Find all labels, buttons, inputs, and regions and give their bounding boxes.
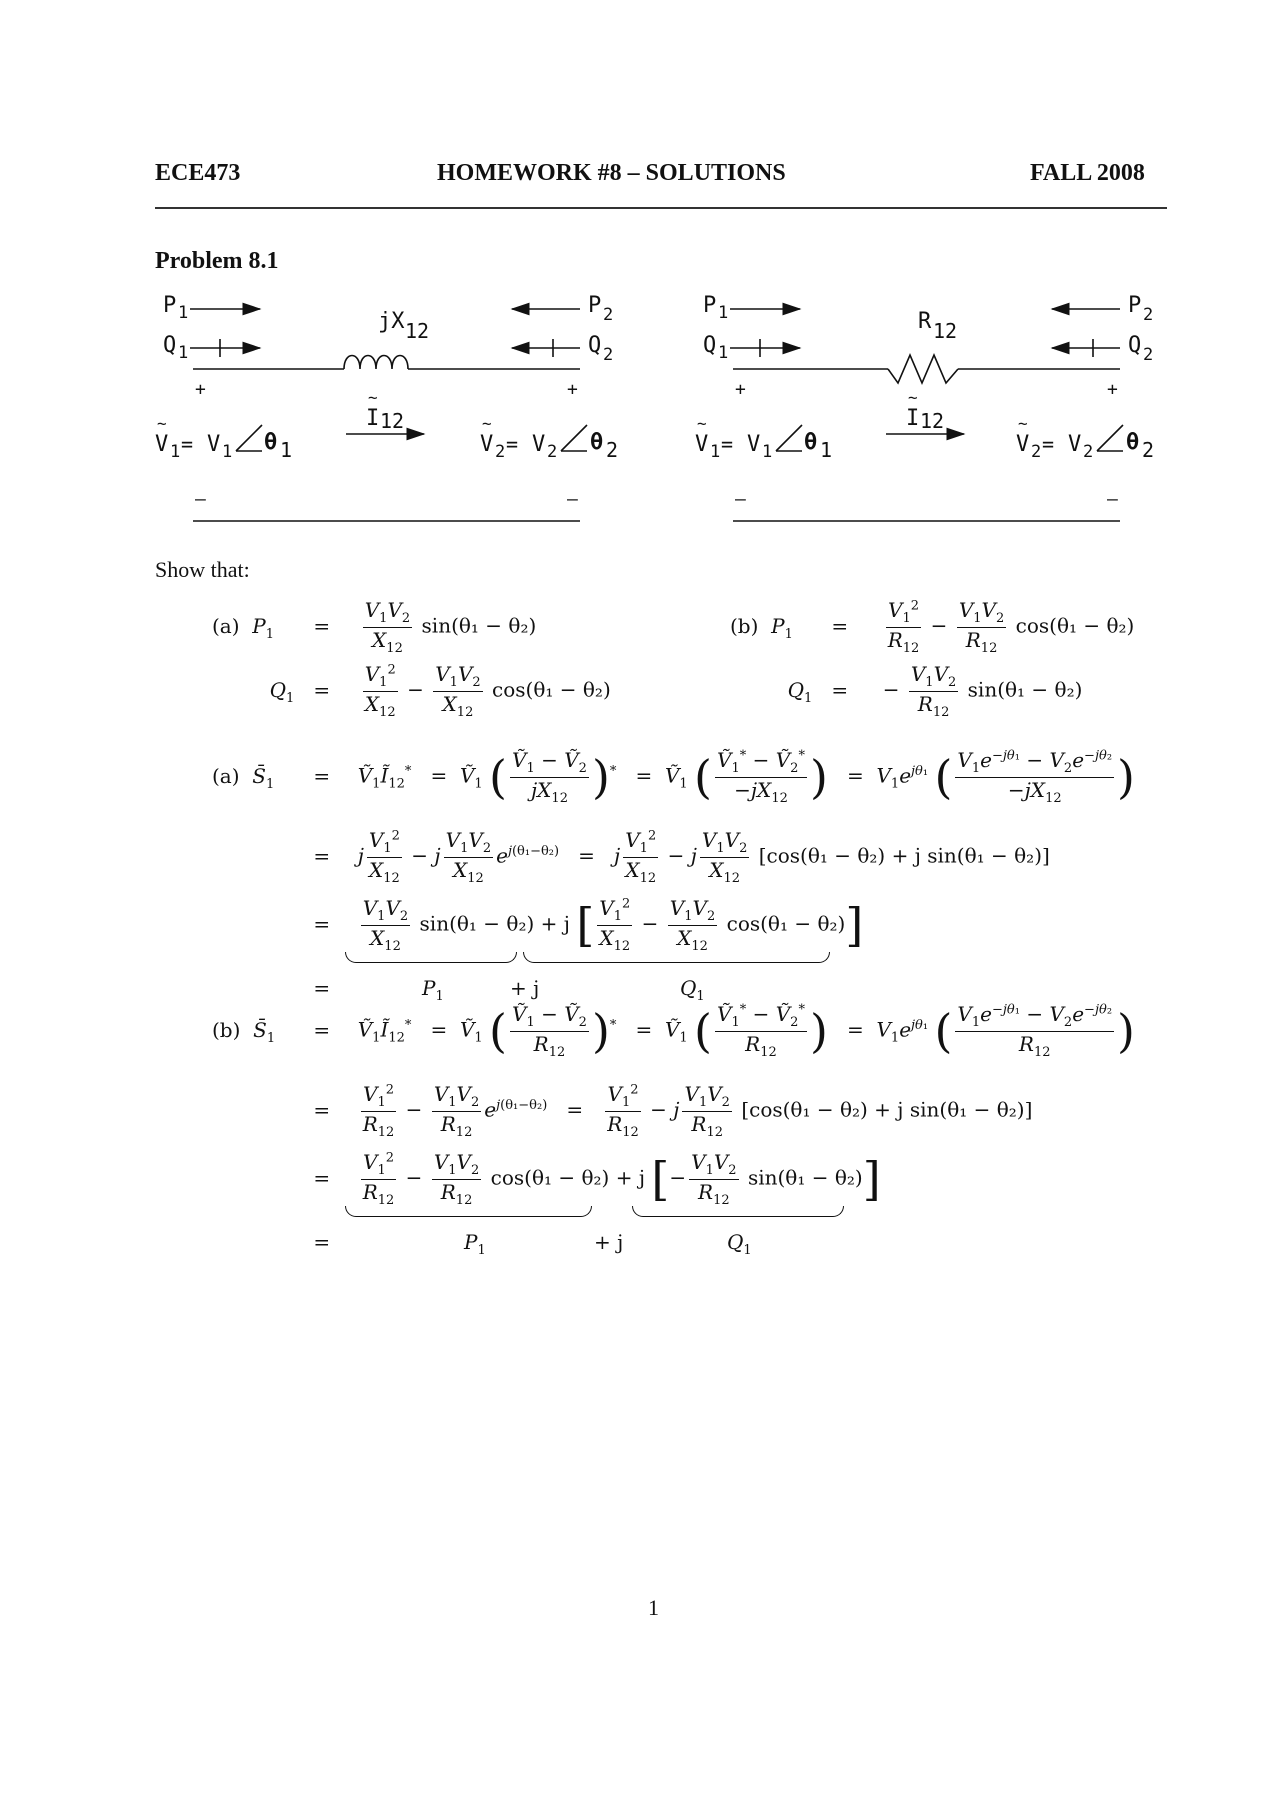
svg-text:I: I (906, 406, 920, 431)
svg-text:12: 12 (920, 409, 945, 433)
document-title: HOMEWORK #8 – SOLUTIONS (437, 160, 786, 186)
page-number: 1 (648, 1595, 659, 1620)
deriv-b-line2: = $\frac{V_1^2}{R_{12}}$ − $\frac{V_1V_2}{R_{12}}$ $e^{j(\theta_1-\theta_2)}$ = $\frac{V_1^2}{R_{12}}$ − j $\frac{V_1V_2}{R_{12}}$ [cos(θ₁ − θ₂) + j sin(θ₁ − θ₂)] (313, 1082, 1033, 1140)
svg-text:2: 2 (1083, 442, 1094, 462)
deriv-b-q1: Q (727, 1230, 744, 1254)
svg-text:2: 2 (606, 438, 619, 462)
svg-text:12: 12 (405, 319, 430, 343)
svg-text:1: 1 (178, 303, 189, 323)
deriv-a-line2: = j $\frac{V_1^2}{X_{12}}$ − j $\frac{V_1V_2}{X_{12}}$ $e^{j(\theta_1-\theta_2)} = j$ $\frac{V_1^2}{X_{12}}$ − j $\frac{V_1V_2}{X_{12}}$ [cos(θ₁ − θ₂) + j sin(θ₁ − θ₂)] (313, 828, 1050, 886)
svg-text:1: 1 (762, 442, 773, 462)
course-code: ECE473 (155, 160, 241, 186)
svg-text:I: I (366, 406, 380, 431)
svg-text:2: 2 (1142, 438, 1155, 462)
deriv-a-sin: sin(θ₁ − θ₂) (419, 911, 535, 936)
show-a-q1: $Q_1$ = $\frac{V_1^2}{X_{12}}$ − $\frac{V_1V_2}{X_{12}}$ cos(θ₁ − θ₂) (269, 662, 611, 720)
svg-text:+: + (735, 379, 746, 400)
svg-text:θ: θ (1126, 430, 1140, 455)
show-b-p1-rhs: cos(θ₁ − θ₂) (1015, 613, 1135, 638)
deriv-a-p1: P (422, 976, 436, 1000)
svg-text:P: P (1128, 293, 1142, 318)
svg-text:~: ~ (368, 388, 378, 407)
deriv-a-cos: cos(θ₁ − θ₂) (726, 911, 846, 936)
svg-text:V: V (1016, 432, 1030, 457)
deriv-b-line4-plus-j: + j (594, 1230, 624, 1254)
show-a-p1: (a) $P_1$ = $\frac{V_1V_2}{X_{12}}$ sin(θ₁ − θ₂) (212, 598, 537, 656)
svg-text:Q: Q (1128, 333, 1142, 358)
svg-text:P: P (163, 293, 177, 318)
svg-text:2: 2 (603, 305, 614, 325)
svg-text:–: – (1107, 489, 1118, 510)
svg-text:=: = (721, 432, 734, 456)
svg-text:~: ~ (482, 414, 492, 433)
circuit-diagrams (0, 285, 1280, 535)
svg-text:12: 12 (380, 409, 405, 433)
problem-title: Problem 8.1 (155, 248, 279, 274)
left-circuit (155, 293, 618, 521)
svg-text:V: V (155, 432, 169, 457)
svg-text:θ: θ (804, 430, 818, 455)
deriv-b-p1: P (464, 1230, 478, 1254)
header-rule (155, 207, 1167, 209)
deriv-a-expand: [cos(θ₁ − θ₂) + j sin(θ₁ − θ₂)] (758, 843, 1050, 868)
svg-text:1: 1 (170, 442, 181, 462)
svg-text:Q: Q (163, 333, 177, 358)
svg-text:1: 1 (222, 442, 233, 462)
svg-text:+: + (1107, 379, 1118, 400)
deriv-b-sin: sin(θ₁ − θ₂) (747, 1165, 863, 1190)
svg-text:~: ~ (697, 414, 707, 433)
show-b-q1-rhs: sin(θ₁ − θ₂) (967, 677, 1083, 702)
deriv-b-plus-j: + j (615, 1165, 646, 1190)
svg-text:R: R (918, 309, 932, 334)
show-b-q1: $Q_1$ = − $\frac{V_1V_2}{R_{12}}$ sin(θ₁ − θ₂) (787, 662, 1083, 720)
svg-text:+: + (195, 379, 206, 400)
deriv-b-line4: = $P_1$ + j $Q_1$ (313, 1230, 752, 1258)
deriv-a-q1: Q (680, 976, 697, 1000)
svg-text:=: = (1042, 432, 1055, 456)
svg-text:V: V (532, 432, 546, 457)
right-circuit (695, 293, 1154, 521)
term: FALL 2008 (1030, 160, 1145, 186)
svg-text:2: 2 (1031, 442, 1042, 462)
deriv-b-expand: [cos(θ₁ − θ₂) + j sin(θ₁ − θ₂)] (741, 1097, 1033, 1122)
svg-text:P: P (588, 293, 602, 318)
svg-text:=: = (506, 432, 519, 456)
svg-text:1: 1 (718, 343, 729, 363)
deriv-b-line1: (b) $S̄_1$ = $Ṽ_1Ĩ_{12}^*$ = Ṽ$_1$ ( $\frac{Ṽ_1 - Ṽ_2}{R_{12}}$ )* = Ṽ$_1$ ( $\frac{Ṽ_1^* - Ṽ_2^*}{R_{12}}$ ) = $V_1e^{j\theta_1}$ ( $\frac{V_1e^{-j\theta_1} - V_2e^{-j\theta_2}}{R_{12}}$ ) (212, 1002, 1135, 1060)
svg-text:~: ~ (908, 388, 918, 407)
svg-text:1: 1 (178, 343, 189, 363)
svg-text:V: V (207, 432, 221, 457)
svg-text:V: V (695, 432, 709, 457)
show-a-p1-rhs: sin(θ₁ − θ₂) (421, 613, 537, 638)
svg-text:~: ~ (1018, 414, 1028, 433)
svg-text:V: V (747, 432, 761, 457)
svg-text:2: 2 (603, 345, 614, 365)
deriv-b-line3: = $\frac{V_1^2}{R_{12}}$ − $\frac{V_1V_2}{R_{12}}$ cos(θ₁ − θ₂) + j [− $\frac{V_1V_2}{R_{12}}$ sin(θ₁ − θ₂)] (313, 1150, 881, 1208)
brace-b-q1 (632, 1206, 844, 1217)
deriv-b-cos: cos(θ₁ − θ₂) (490, 1165, 610, 1190)
svg-text:θ: θ (590, 430, 604, 455)
deriv-a-plus-j: + j (540, 911, 570, 936)
svg-text:–: – (567, 489, 578, 510)
brace-a-p1 (345, 952, 517, 963)
deriv-a-line3: = $\frac{V_1V_2}{X_{12}}$ sin(θ₁ − θ₂) + j [ $\frac{V_1^2}{X_{12}}$ − $\frac{V_1V_2}{X_{12}}$ cos(θ₁ − θ₂)] (313, 896, 864, 954)
svg-text:P: P (703, 293, 717, 318)
brace-a-q1 (523, 952, 830, 963)
deriv-a-line1: (a) $S̄_1$ = $Ṽ_1Ĩ_{12}^*$ = Ṽ$_1$ ( $\frac{Ṽ_1 - Ṽ_2}{jX_{12}}$ )* = Ṽ$_1$ ( $\frac{Ṽ_1^* - Ṽ_2^*}{-jX_{12}}$ ) = $V_1e^{j\theta_1}$ ( $\frac{V_1e^{-j\theta_1} - V_2e^{-j\theta_2}}{-jX_{12}}$ ) (212, 748, 1135, 806)
svg-text:–: – (735, 489, 746, 510)
svg-text:1: 1 (718, 303, 729, 323)
svg-text:2: 2 (1143, 305, 1154, 325)
brace-b-p1 (345, 1206, 592, 1217)
svg-text:1: 1 (710, 442, 721, 462)
svg-text:1: 1 (280, 438, 293, 462)
svg-text:~: ~ (157, 414, 167, 433)
svg-text:V: V (1068, 432, 1082, 457)
svg-text:Q: Q (588, 333, 602, 358)
svg-text:jX: jX (378, 309, 405, 334)
svg-text:+: + (567, 379, 578, 400)
deriv-a-line4: = $P_1$ + j $Q_1$ (313, 976, 705, 1004)
svg-text:12: 12 (933, 319, 958, 343)
instruction-text: Show that: (155, 557, 250, 582)
svg-text:V: V (480, 432, 494, 457)
show-a-q1-rhs: cos(θ₁ − θ₂) (492, 677, 611, 702)
svg-text:=: = (181, 432, 194, 456)
show-b-p1: (b) $P_1$ = $\frac{V_1^2}{R_{12}}$ − $\frac{V_1V_2}{R_{12}}$ cos(θ₁ − θ₂) (730, 598, 1135, 656)
svg-text:–: – (195, 489, 206, 510)
svg-text:1: 1 (820, 438, 833, 462)
svg-text:2: 2 (495, 442, 506, 462)
svg-text:2: 2 (1143, 345, 1154, 365)
svg-text:2: 2 (547, 442, 558, 462)
deriv-a-line4-plus-j: + j (510, 976, 540, 1000)
svg-text:θ: θ (264, 430, 278, 455)
svg-text:Q: Q (703, 333, 717, 358)
